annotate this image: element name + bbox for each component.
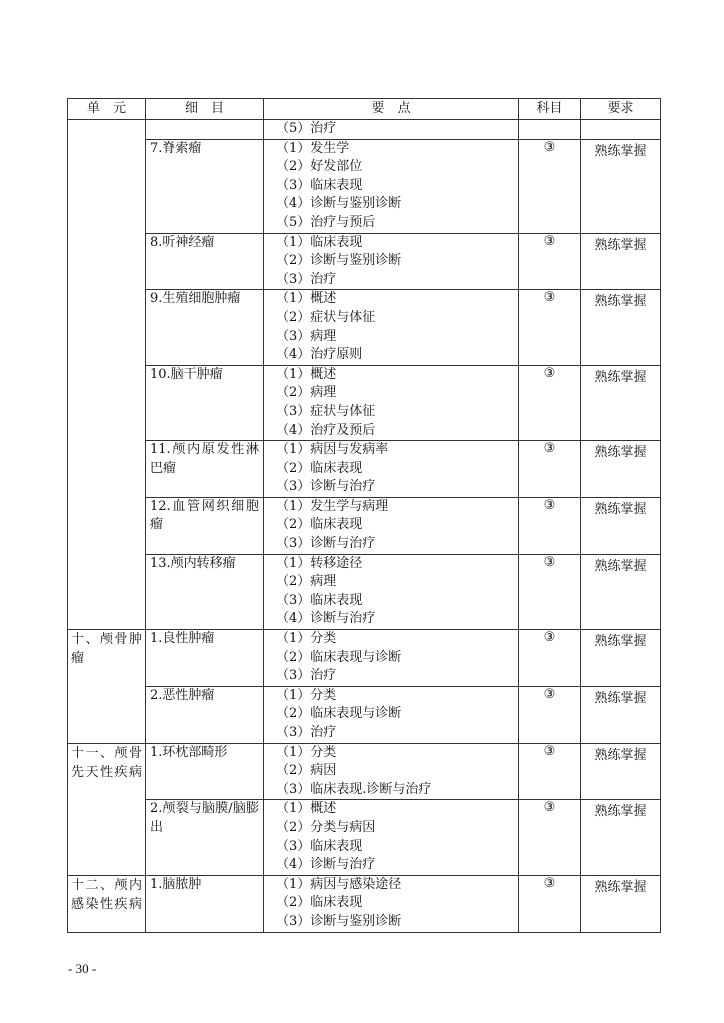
points-cell xyxy=(264,497,519,554)
requirement-cell: 熟练掌握 xyxy=(581,686,661,743)
requirement-cell: 熟练掌握 xyxy=(581,233,661,290)
item-cell: 10.脑干肿瘤 xyxy=(146,365,264,440)
requirement-cell: 熟练掌握 xyxy=(581,743,661,800)
subject-cell: ③ xyxy=(519,686,581,743)
point-line: （1）转移途径 xyxy=(276,555,363,571)
subject-cell: ③ xyxy=(519,497,581,554)
points-cell xyxy=(264,686,519,743)
point-line: （1）分类 xyxy=(276,631,337,647)
points-cell xyxy=(264,875,519,932)
point-line: （1）病因与感染途径 xyxy=(276,876,402,892)
subject-cell xyxy=(519,120,581,140)
requirement-cell: 熟练掌握 xyxy=(581,875,661,932)
unit-cell: 十二、颅内感染性疾病 xyxy=(68,875,146,932)
header-subject: 科目 xyxy=(519,99,581,120)
table-header-row xyxy=(68,99,661,120)
item-cell: 1.环枕部畸形 xyxy=(146,743,264,800)
point-line: （3）诊断与治疗 xyxy=(276,479,376,495)
table-row xyxy=(68,233,661,290)
requirement-cell: 熟练掌握 xyxy=(581,365,661,440)
points-cell xyxy=(264,554,519,629)
point-line: （3）临床表现 xyxy=(276,177,363,193)
requirement-cell: 熟练掌握 xyxy=(581,139,661,233)
point-line: （1）概述 xyxy=(276,291,337,307)
point-line: （5）治疗与预后 xyxy=(276,214,376,230)
table-row xyxy=(68,139,661,233)
item-cell: 11.颅内原发性淋巴瘤 xyxy=(146,441,264,498)
subject-cell: ③ xyxy=(519,441,581,498)
table-row xyxy=(68,290,661,365)
subject-cell: ③ xyxy=(519,290,581,365)
point-line: （4）诊断与治疗 xyxy=(276,857,376,873)
points-cell xyxy=(264,139,519,233)
point-line: （3）临床表现.诊断与治疗 xyxy=(276,781,432,797)
table-row xyxy=(68,743,661,800)
subject-cell: ③ xyxy=(519,365,581,440)
table-row xyxy=(68,630,661,687)
point-line: （2）临床表现 xyxy=(276,460,363,476)
point-line: （3）症状与体征 xyxy=(276,403,376,419)
point-line: （1）概述 xyxy=(276,801,337,817)
requirement-cell: 熟练掌握 xyxy=(581,554,661,629)
point-line: （2）临床表现 xyxy=(276,517,363,533)
item-cell: 8.听神经瘤 xyxy=(146,233,264,290)
item-cell: 1.脑脓肿 xyxy=(146,875,264,932)
point-line: （2）分类与病因 xyxy=(276,819,376,835)
item-cell: 9.生殖细胞肿瘤 xyxy=(146,290,264,365)
requirement-cell: 熟练掌握 xyxy=(581,290,661,365)
syllabus-table xyxy=(67,98,661,933)
point-line: （2）好发部位 xyxy=(276,159,363,175)
table-row xyxy=(68,554,661,629)
point-line: （3）治疗 xyxy=(276,725,337,740)
point-line: （2）病理 xyxy=(276,385,337,401)
point-line: （3）治疗 xyxy=(276,271,337,287)
item-cell: 2.恶性肿瘤 xyxy=(146,686,264,743)
table-row xyxy=(68,497,661,554)
point-line: （1）发生学 xyxy=(276,140,350,156)
points-cell xyxy=(264,630,519,687)
point-line: （3）临床表现 xyxy=(276,592,363,608)
point-line: （1）概述 xyxy=(276,366,337,382)
point-line: （5）治疗 xyxy=(276,121,337,136)
point-line: （4）诊断与鉴别诊断 xyxy=(276,196,402,212)
point-line: （2）病因 xyxy=(276,763,337,779)
subject-cell: ③ xyxy=(519,139,581,233)
point-line: （2）临床表现与诊断 xyxy=(276,706,402,722)
item-cell xyxy=(146,120,264,140)
point-line: （3）病理 xyxy=(276,328,337,344)
point-line: （2）病理 xyxy=(276,574,337,590)
subject-cell: ③ xyxy=(519,800,581,875)
point-line: （1）发生学与病理 xyxy=(276,498,389,514)
point-line: （4）治疗原则 xyxy=(276,347,363,363)
points-cell xyxy=(264,441,519,498)
table-row xyxy=(68,800,661,875)
point-line: （2）临床表现与诊断 xyxy=(276,649,402,665)
point-line: （2）症状与体征 xyxy=(276,309,376,325)
subject-cell: ③ xyxy=(519,630,581,687)
points-cell xyxy=(264,743,519,800)
header-unit: 单 元 xyxy=(68,99,146,120)
point-line: （4）治疗及预后 xyxy=(276,422,376,438)
item-cell: 13.颅内转移瘤 xyxy=(146,554,264,629)
page-number: - 30 - xyxy=(68,961,97,976)
point-line: （3）临床表现 xyxy=(276,838,363,854)
point-line: （4）诊断与治疗 xyxy=(276,611,376,627)
point-line: （3）治疗 xyxy=(276,668,337,684)
subject-cell: ③ xyxy=(519,875,581,932)
table-row xyxy=(68,441,661,498)
item-cell: 12.血管网织细胞瘤 xyxy=(146,497,264,554)
requirement-cell: 熟练掌握 xyxy=(581,497,661,554)
item-cell: 7.脊索瘤 xyxy=(146,139,264,233)
point-line: （3）诊断与鉴别诊断 xyxy=(276,913,402,929)
table-row xyxy=(68,120,661,140)
unit-cell xyxy=(68,120,146,630)
point-line: （2）诊断与鉴别诊断 xyxy=(276,253,402,269)
unit-cell: 十一、颅骨先天性疾病 xyxy=(68,743,146,875)
table-row xyxy=(68,686,661,743)
points-cell xyxy=(264,120,519,140)
point-line: （1）分类 xyxy=(276,744,337,760)
header-points: 要 点 xyxy=(264,99,519,120)
header-requirement: 要求 xyxy=(581,99,661,120)
item-cell: 1.良性肿瘤 xyxy=(146,630,264,687)
points-cell xyxy=(264,365,519,440)
point-line: （2）临床表现 xyxy=(276,895,363,911)
points-cell xyxy=(264,800,519,875)
point-line: （1）病因与发病率 xyxy=(276,442,389,458)
subject-cell: ③ xyxy=(519,743,581,800)
points-cell xyxy=(264,290,519,365)
unit-cell: 十、颅骨肿瘤 xyxy=(68,630,146,744)
table-row xyxy=(68,365,661,440)
item-cell: 2.颅裂与脑膜/脑膨出 xyxy=(146,800,264,875)
header-detail: 细 目 xyxy=(146,99,264,120)
point-line: （1）分类 xyxy=(276,687,337,703)
points-cell xyxy=(264,233,519,290)
requirement-cell: 熟练掌握 xyxy=(581,630,661,687)
subject-cell: ③ xyxy=(519,233,581,290)
table-row xyxy=(68,875,661,932)
point-line: （1）临床表现 xyxy=(276,234,363,250)
requirement-cell: 熟练掌握 xyxy=(581,441,661,498)
subject-cell: ③ xyxy=(519,554,581,629)
requirement-cell: 熟练掌握 xyxy=(581,800,661,875)
point-line: （3）诊断与治疗 xyxy=(276,536,376,552)
requirement-cell xyxy=(581,120,661,140)
